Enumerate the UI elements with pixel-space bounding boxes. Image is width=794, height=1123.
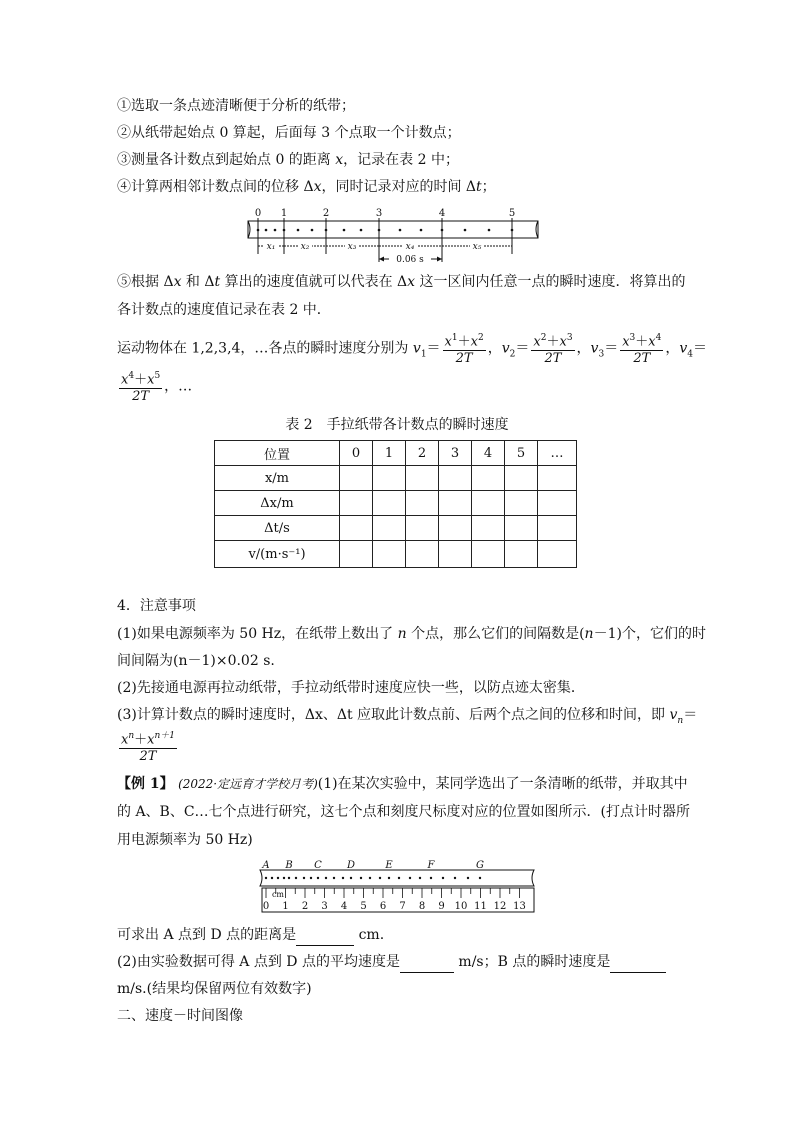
tape-point-label: G (476, 860, 484, 871)
note-1: (1)如果电源频率为 50 Hz，在纸带上数出了 n 个点，那么它们的间隔数是(n－1)个，它们的时 (117, 626, 706, 642)
ruler-tick-label: 4 (340, 901, 348, 912)
tape-point-label: E (385, 860, 393, 871)
paper-tape-figure (246, 204, 542, 266)
step-5-text: 这一区间内任意一点的瞬时速度．将算出的 (415, 274, 686, 290)
var-x: x (313, 179, 322, 195)
step-5 (117, 272, 686, 292)
ruler-tape-figure (254, 858, 538, 914)
ruler-tick-label: 0 (262, 901, 270, 912)
var-v: v (501, 340, 510, 357)
ruler-tick-label: 13 (513, 901, 526, 912)
ruler-tick-label: 8 (418, 901, 426, 912)
section-heading: 二、速度－时间图像 (117, 1008, 243, 1024)
segment-label: x₅ (472, 242, 482, 252)
answer-blank[interactable] (610, 952, 666, 973)
fraction-v4: $\frac{x^4+x^5}{2T}$ (119, 368, 162, 405)
step-5-line-2: 各计数点的速度值记录在表 2 中． (117, 302, 331, 318)
note-1-line-2: 间间隔为(n－1)×0.02 s. (117, 653, 275, 669)
answer-blank[interactable] (296, 925, 354, 946)
step-5-text: 和 Δ (181, 274, 215, 290)
tape-point-label: D (346, 860, 356, 871)
step-3 (117, 150, 459, 170)
ruler-tick-label: 6 (379, 901, 387, 912)
example-tag: 【例 1】 (117, 776, 174, 792)
table-row (215, 491, 577, 516)
example-line-3: 用电源频率为 50 Hz) (117, 832, 253, 848)
ruler-tick-label: 12 (493, 901, 507, 912)
ruler-tick-label: 5 (360, 901, 367, 912)
step-2: ②从纸带起始点 0 算起，后面每 3 个点取一个计数点； (117, 125, 461, 141)
fraction-v1: $\frac{x^1+x^2}{2T}$ (443, 330, 486, 367)
table-caption: 表 2 手拉纸带各计数点的瞬时速度 (285, 417, 509, 433)
tape-point-label: 4 (438, 208, 446, 219)
var-x: x (335, 152, 344, 168)
var-x: x (407, 274, 416, 290)
ruler-tick-label: 3 (321, 901, 328, 912)
fraction-v3: $\frac{x^3+x^4}{2T}$ (620, 330, 663, 367)
step-4-text-mid: ，同时记录对应的时间 Δ (321, 179, 477, 195)
example-line-2: 的 A、B、C…七个点进行研究，这七个点和刻度尺标度对应的位置如图所示．(打点计时器所 (117, 804, 691, 820)
tape-point-label: A (262, 860, 270, 871)
var-v: v (679, 340, 688, 357)
velocity-prefix: 运动物体在 1,2,3,4，…各点的瞬时速度分别为 (117, 340, 413, 357)
velocity-formulas-line-2 (117, 368, 192, 405)
tape-point-label: 2 (322, 208, 330, 219)
row-label: v/(m·s⁻¹) (215, 541, 340, 568)
paper-tape (248, 221, 538, 238)
answer-blank[interactable] (400, 952, 454, 973)
fraction-vn: $\frac{x^n+x^{n+1}}{2T}$ (119, 728, 177, 765)
tape-point-label: 1 (280, 208, 288, 219)
ruler-tick-label: 2 (301, 901, 309, 912)
row-label: x/m (215, 466, 340, 491)
step-1: ①选取一条点迹清晰便于分析的纸带； (117, 98, 355, 114)
question-1: 可求出 A 点到 D 点的距离是 cm. (117, 925, 384, 946)
step-4 (117, 177, 496, 197)
table-row (215, 441, 577, 466)
tape-point-label: 3 (375, 208, 383, 219)
tape-point-label: 0 (254, 208, 262, 219)
ruler-tick-label: 10 (454, 901, 468, 912)
table-header-cell: 1 (373, 441, 406, 466)
table-header-cell: 5 (505, 441, 538, 466)
question-2: (2)由实验数据可得 A 点到 D 点的平均速度是 m/s；B 点的瞬时速度是 (117, 952, 666, 973)
notes-heading: 4．注意事项 (117, 598, 196, 614)
question-2-line-2: m/s.(结果均保留两位有效数字) (117, 981, 312, 997)
var-v: v (590, 340, 599, 357)
ruler-tick-label: 1 (282, 901, 289, 912)
table-row (215, 516, 577, 541)
note-3-fraction (117, 728, 179, 765)
ellipsis: ，… (164, 378, 193, 395)
tape-point-label: C (314, 860, 322, 871)
example-line-1: 【例 1】 (2022·定远育才学校月考)(1)在某次实验中，某同学选出了一条清晰的纸带，并取其中 (117, 776, 688, 792)
table-row (215, 541, 577, 568)
ruler-tick-label: 9 (438, 901, 445, 912)
table-header-cell: 0 (340, 441, 373, 466)
ruler-unit: cm (271, 890, 285, 899)
tape-point-label: 5 (508, 208, 516, 219)
example-source: (2022·定远育才学校月考) (178, 777, 318, 791)
var-x: x (173, 274, 182, 290)
step-4-text: ④计算两相邻计数点间的位移 Δ (117, 179, 314, 195)
var-t: t (214, 274, 221, 290)
velocity-formulas: 运动物体在 1,2,3,4，…各点的瞬时速度分别为 $v_1=$ $\frac{x^1+x^2}{2T}$ ，$v_2=$ $\frac{x^2+x^3}{2T}$ ，$v_3=$ $\frac{x^3+x^4}{2T}$ ，$v_4=$ (117, 330, 707, 372)
note-3: (3)计算计数点的瞬时速度时，Δx、Δt 应取此计数点前、后两个点之间的位移和时间，即 $v_n=$ (117, 707, 698, 726)
segment-label: x₂ (300, 242, 310, 252)
ruler-tick-label: 7 (399, 901, 406, 912)
row-label: Δx/m (215, 491, 340, 516)
step-4-text-end: ； (481, 179, 496, 195)
ruler-tick-label: 11 (474, 901, 487, 912)
table-header-cell: 2 (406, 441, 439, 466)
interval-label: 0.06 s (396, 255, 424, 265)
segment-label: x₃ (347, 242, 357, 252)
equals: ＝ (426, 340, 441, 357)
step-5-text: ⑤根据 Δ (117, 274, 174, 290)
tape-point-label: F (427, 860, 435, 871)
segment-label: x₄ (405, 242, 415, 252)
var-v: v (412, 340, 421, 357)
table-header-cell: 位置 (215, 441, 340, 466)
note-2: (2)先接通电源再拉动纸带，手拉动纸带时速度应快一些，以防点迹太密集． (117, 680, 585, 696)
table-header-cell: 4 (472, 441, 505, 466)
velocity-table (214, 440, 577, 568)
fraction-v2: $\frac{x^2+x^3}{2T}$ (531, 330, 574, 367)
var-t: t (476, 179, 482, 195)
step-3-text-end: ，记录在表 2 中； (343, 152, 459, 168)
tape-point-label: B (285, 860, 293, 871)
table-row (215, 466, 577, 491)
row-label: Δt/s (215, 516, 340, 541)
step-5-text: 算出的速度值就可以代表在 Δ (220, 274, 408, 290)
step-3-text: ③测量各计数点到起始点 0 的距离 (117, 152, 336, 168)
sub: 1 (420, 349, 427, 360)
table-header-cell: 3 (439, 441, 472, 466)
table-header-cell: … (538, 441, 577, 466)
segment-label: x₁ (266, 242, 276, 252)
